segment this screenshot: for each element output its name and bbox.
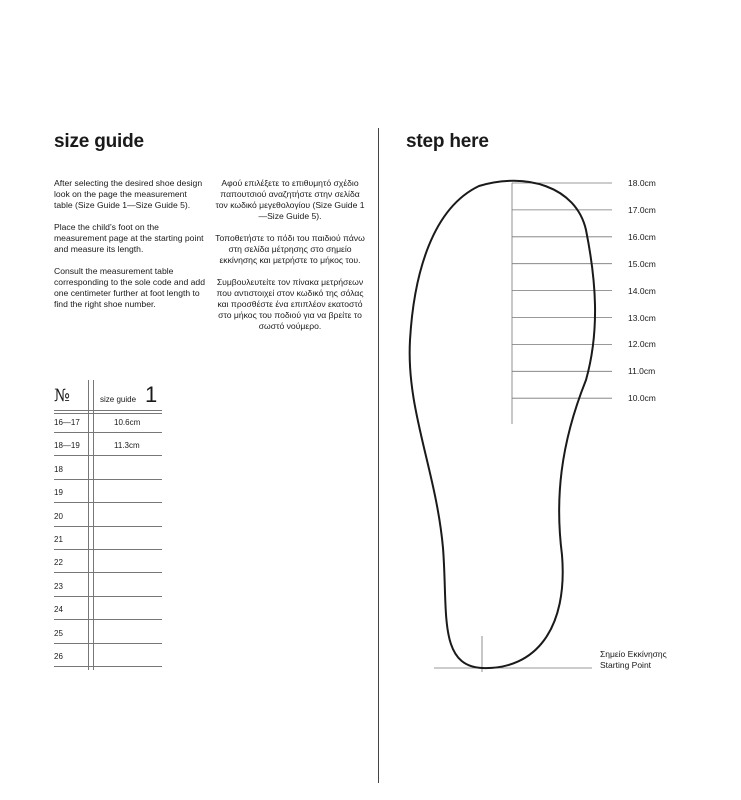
table-size-cell: 23 xyxy=(54,581,63,591)
size-guide-number: 1 xyxy=(145,382,158,407)
greek-step-1: Αφού επιλέξετε το επιθυμητό σχέδιο παπουτσιού αναζητήστε στην σελίδα τον κωδικό μεγεθολογίου (Size Guide 1—Size Guide 5). xyxy=(215,178,365,221)
table-size-cell: 20 xyxy=(54,511,63,521)
english-step-1: After selecting the desired shoe design look on the page the measurement table (Size Guide 1—Size Guide 5). xyxy=(54,178,203,210)
greek-step-2: Τοποθετήστε το πόδι του παιδιού πάνω στη σελίδα μέτρησης στο σημείο εκκίνησης και μετρήστε το μήκος του. xyxy=(215,233,365,265)
table-size-cell: 18—19 xyxy=(54,441,80,451)
size-guide-label: size guide xyxy=(100,395,137,404)
foot-outline xyxy=(410,181,595,668)
table-size-cell: 16—17 xyxy=(54,418,80,427)
number-sign: № xyxy=(54,386,71,406)
ruler-label: 12.0cm xyxy=(628,339,656,350)
table-length-cell: 11.3cm xyxy=(114,441,140,451)
table-size-cell: 22 xyxy=(54,558,63,568)
ruler-label: 16.0cm xyxy=(628,231,656,242)
ruler-label: 17.0cm xyxy=(628,204,656,215)
starting-point-greek: Σημείο Εκκίνησης xyxy=(600,649,667,659)
ruler-label: 15.0cm xyxy=(628,258,656,269)
table-size-cell: 19 xyxy=(54,488,63,498)
ruler-label: 14.0cm xyxy=(628,285,656,296)
starting-point-english: Starting Point xyxy=(600,660,652,670)
english-step-3: Consult the measurement table corresponding to the sole code and add one centimeter further at foot length to find the right shoe number. xyxy=(54,266,205,309)
ruler-label: 18.0cm xyxy=(628,178,656,188)
size-guide-title: size guide xyxy=(54,131,144,152)
ruler-label: 13.0cm xyxy=(628,312,656,323)
table-length-cell: 10.6cm xyxy=(114,418,141,427)
starting-point-label xyxy=(600,649,667,671)
ruler-label: 10.0cm xyxy=(628,393,656,404)
table-size-cell: 26 xyxy=(54,652,63,661)
table-size-cell: 18 xyxy=(54,464,63,474)
step-here-title: step here xyxy=(406,131,489,152)
ruler-label: 11.0cm xyxy=(628,366,656,377)
table-size-cell: 21 xyxy=(54,535,63,544)
table-size-cell: 25 xyxy=(54,628,63,638)
table-size-cell: 24 xyxy=(54,605,63,615)
greek-step-3: Συμβουλευτείτε τον πίνακα μετρήσεων που αντιστοιχεί στον κωδικό της σόλας και προσθέστε ένα επιπλέον εκατοστό στο μήκος του ποδιού για να βρείτε το σωστό νούμερο. xyxy=(216,277,364,331)
english-step-2: Place the child’s foot on the measurement page at the starting point and measure its length. xyxy=(54,222,204,254)
